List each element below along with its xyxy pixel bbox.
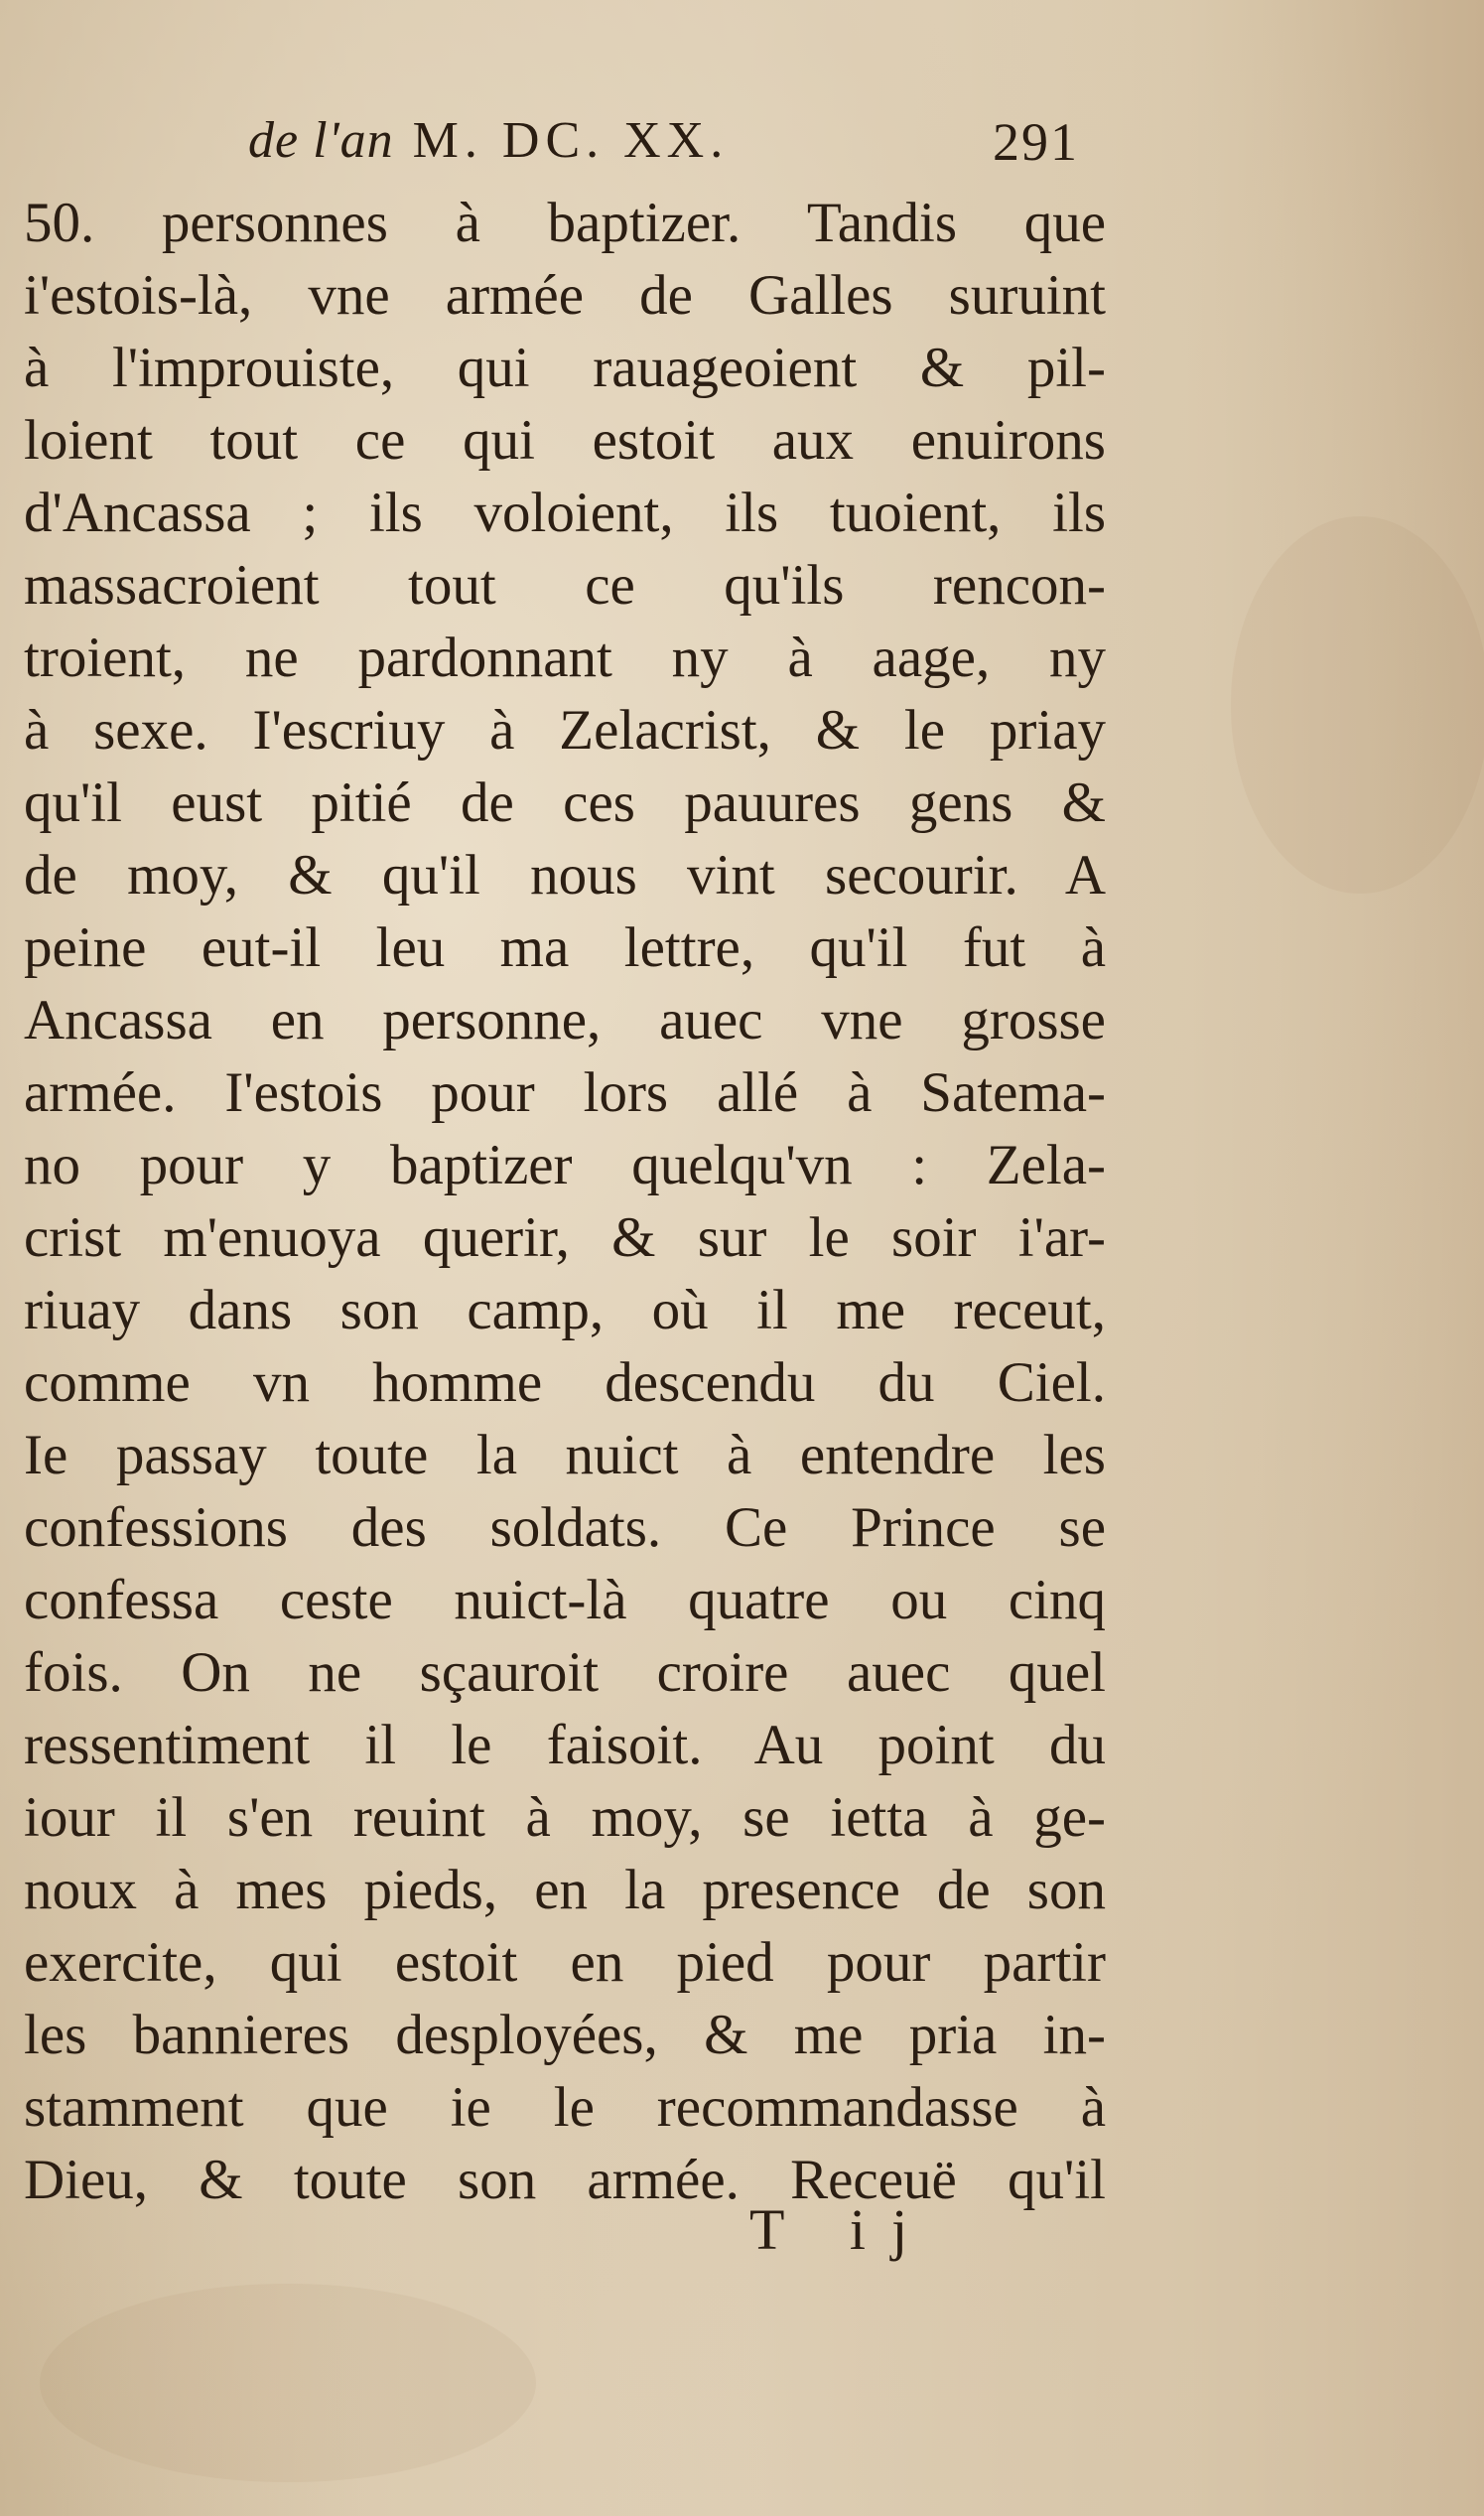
- text-line: riuay dans son camp, où il me receut,: [24, 1279, 1106, 1341]
- text-line: de moy, & qu'il nous vint secourir. A: [24, 844, 1106, 907]
- text-line: peine eut-il leu ma lettre, qu'il fut à: [24, 916, 1106, 979]
- paper-stain: [1231, 516, 1484, 894]
- running-head-year: M. DC. XX.: [412, 112, 730, 169]
- text-line: Ancassa en personne, auec vne grosse: [24, 989, 1106, 1051]
- text-line: iour il s'en reuint à moy, se ietta à ge-: [24, 1786, 1106, 1849]
- text-line: comme vn homme descendu du Ciel.: [24, 1351, 1106, 1414]
- text-line: 50. personnes à baptizer. Tandis que: [24, 192, 1106, 254]
- running-head-title: [248, 111, 729, 170]
- text-line: no pour y baptizer quelqu'vn : Zela-: [24, 1134, 1106, 1196]
- text-line: crist m'enuoya querir, & sur le soir i'ar-: [24, 1206, 1106, 1269]
- text-line: à sexe. I'escriuy à Zelacrist, & le priay: [24, 699, 1106, 762]
- running-head: [0, 111, 1484, 181]
- text-line: noux à mes pieds, en la presence de son: [24, 1859, 1106, 1921]
- text-line: à l'improuiste, qui rauageoient & pil-: [24, 337, 1106, 399]
- text-line: i'estois-là, vne armée de Galles suruint: [24, 264, 1106, 327]
- signature-mark: T ij: [749, 2197, 934, 2262]
- text-line: fois. On ne sçauroit croire auec quel: [24, 1641, 1106, 1704]
- text-line: exercite, qui estoit en pied pour partir: [24, 1931, 1106, 1994]
- text-line: d'Ancassa ; ils voloient, ils tuoient, ils: [24, 482, 1106, 544]
- text-line: Dieu, & toute son armée. Receuë qu'il: [24, 2149, 1106, 2211]
- text-line: loient tout ce qui estoit aux enuirons: [24, 409, 1106, 472]
- text-line: ressentiment il le faisoit. Au point du: [24, 1714, 1106, 1776]
- text-line: les bannieres desployées, & me pria in-: [24, 2004, 1106, 2066]
- page-number: 291: [993, 112, 1079, 172]
- text-line: massacroient tout ce qu'ils rencon-: [24, 554, 1106, 617]
- text-line: confessions des soldats. Ce Prince se: [24, 1496, 1106, 1559]
- text-line: armée. I'estois pour lors allé à Satema-: [24, 1061, 1106, 1124]
- text-line: confessa ceste nuict-là quatre ou cinq: [24, 1569, 1106, 1631]
- running-head-italic: de l'an: [248, 112, 394, 169]
- body-text: [24, 187, 1106, 2216]
- text-line: qu'il eust pitié de ces pauures gens &: [24, 771, 1106, 834]
- text-line: stamment que ie le recommandasse à: [24, 2076, 1106, 2139]
- text-line: Ie passay toute la nuict à entendre les: [24, 1424, 1106, 1486]
- text-line: troient, ne pardonnant ny à aage, ny: [24, 627, 1106, 689]
- paper-stain: [40, 2284, 536, 2482]
